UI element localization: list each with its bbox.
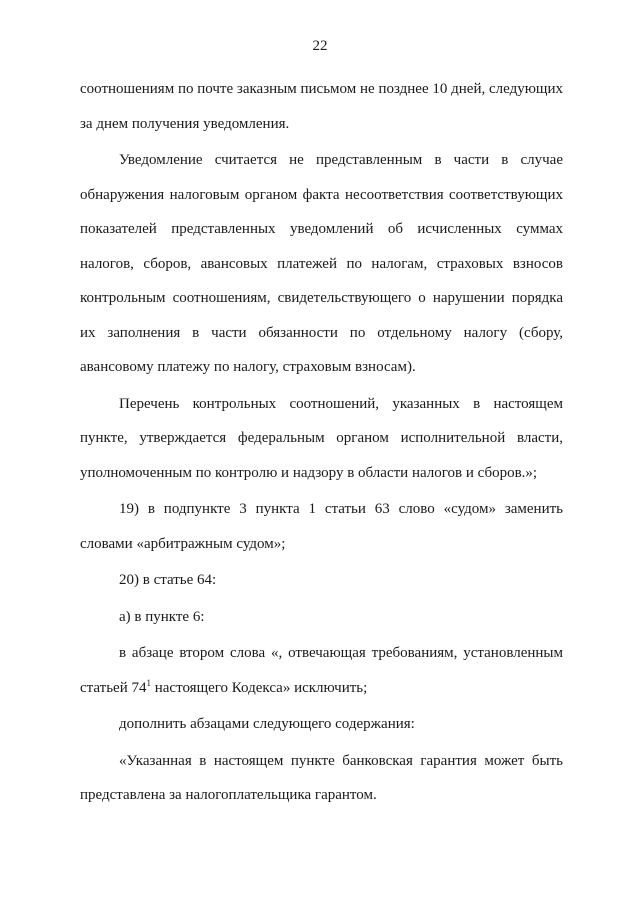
paragraph-add-clauses: дополнить абзацами следующего содержания: (119, 716, 415, 732)
document-body (80, 72, 563, 813)
page-number: 22 (312, 38, 328, 54)
paragraph-bank-guarantee: «Указанная в настоящем пункте банковская гарантия может быть представлена за налогоплательщика гарантом. (80, 752, 563, 803)
amendment-text-end: настоящего Кодекса» исключить; (151, 679, 368, 696)
paragraph-item-19: 19) в подпункте 3 пункта 1 статьи 63 слово «судом» заменить словами «арбитражным судом»; (80, 501, 563, 552)
amendment-text-start: в абзаце втором слова «, отвечающая требованиям, установленным статьей 74 (80, 645, 563, 696)
paragraph-amendment-article-74 (80, 636, 563, 705)
paragraph-control-ratios: Перечень контрольных соотношений, указанных в настоящем пункте, утверждается федеральным органом исполнительной власти, уполномоченным по контролю и надзору в области налогов и сборов.»; (80, 395, 563, 481)
paragraph-notification-rule: Уведомление считается не представленным в части в случае обнаружения налоговым органом факта несоответствия соответствующих показателей представленных уведомлений об исчисленных суммах налогов, сборов, авансовых платежей по налогам, страховых взносов контрольным соотношениям, свидетельствующего о нарушении порядка их заполнения в части обязанности по отдельному налогу (сбору, авансовому платежу по налогу, страховым взносам). (80, 152, 563, 375)
paragraph-continuation: соотношениям по почте заказным письмом не позднее 10 дней, следующих за днем получения уведомления. (80, 81, 563, 132)
paragraph-subitem-a: а) в пункте 6: (119, 608, 205, 625)
paragraph-item-20: 20) в статье 64: (119, 572, 217, 588)
article-superscript: 1 (146, 677, 151, 688)
